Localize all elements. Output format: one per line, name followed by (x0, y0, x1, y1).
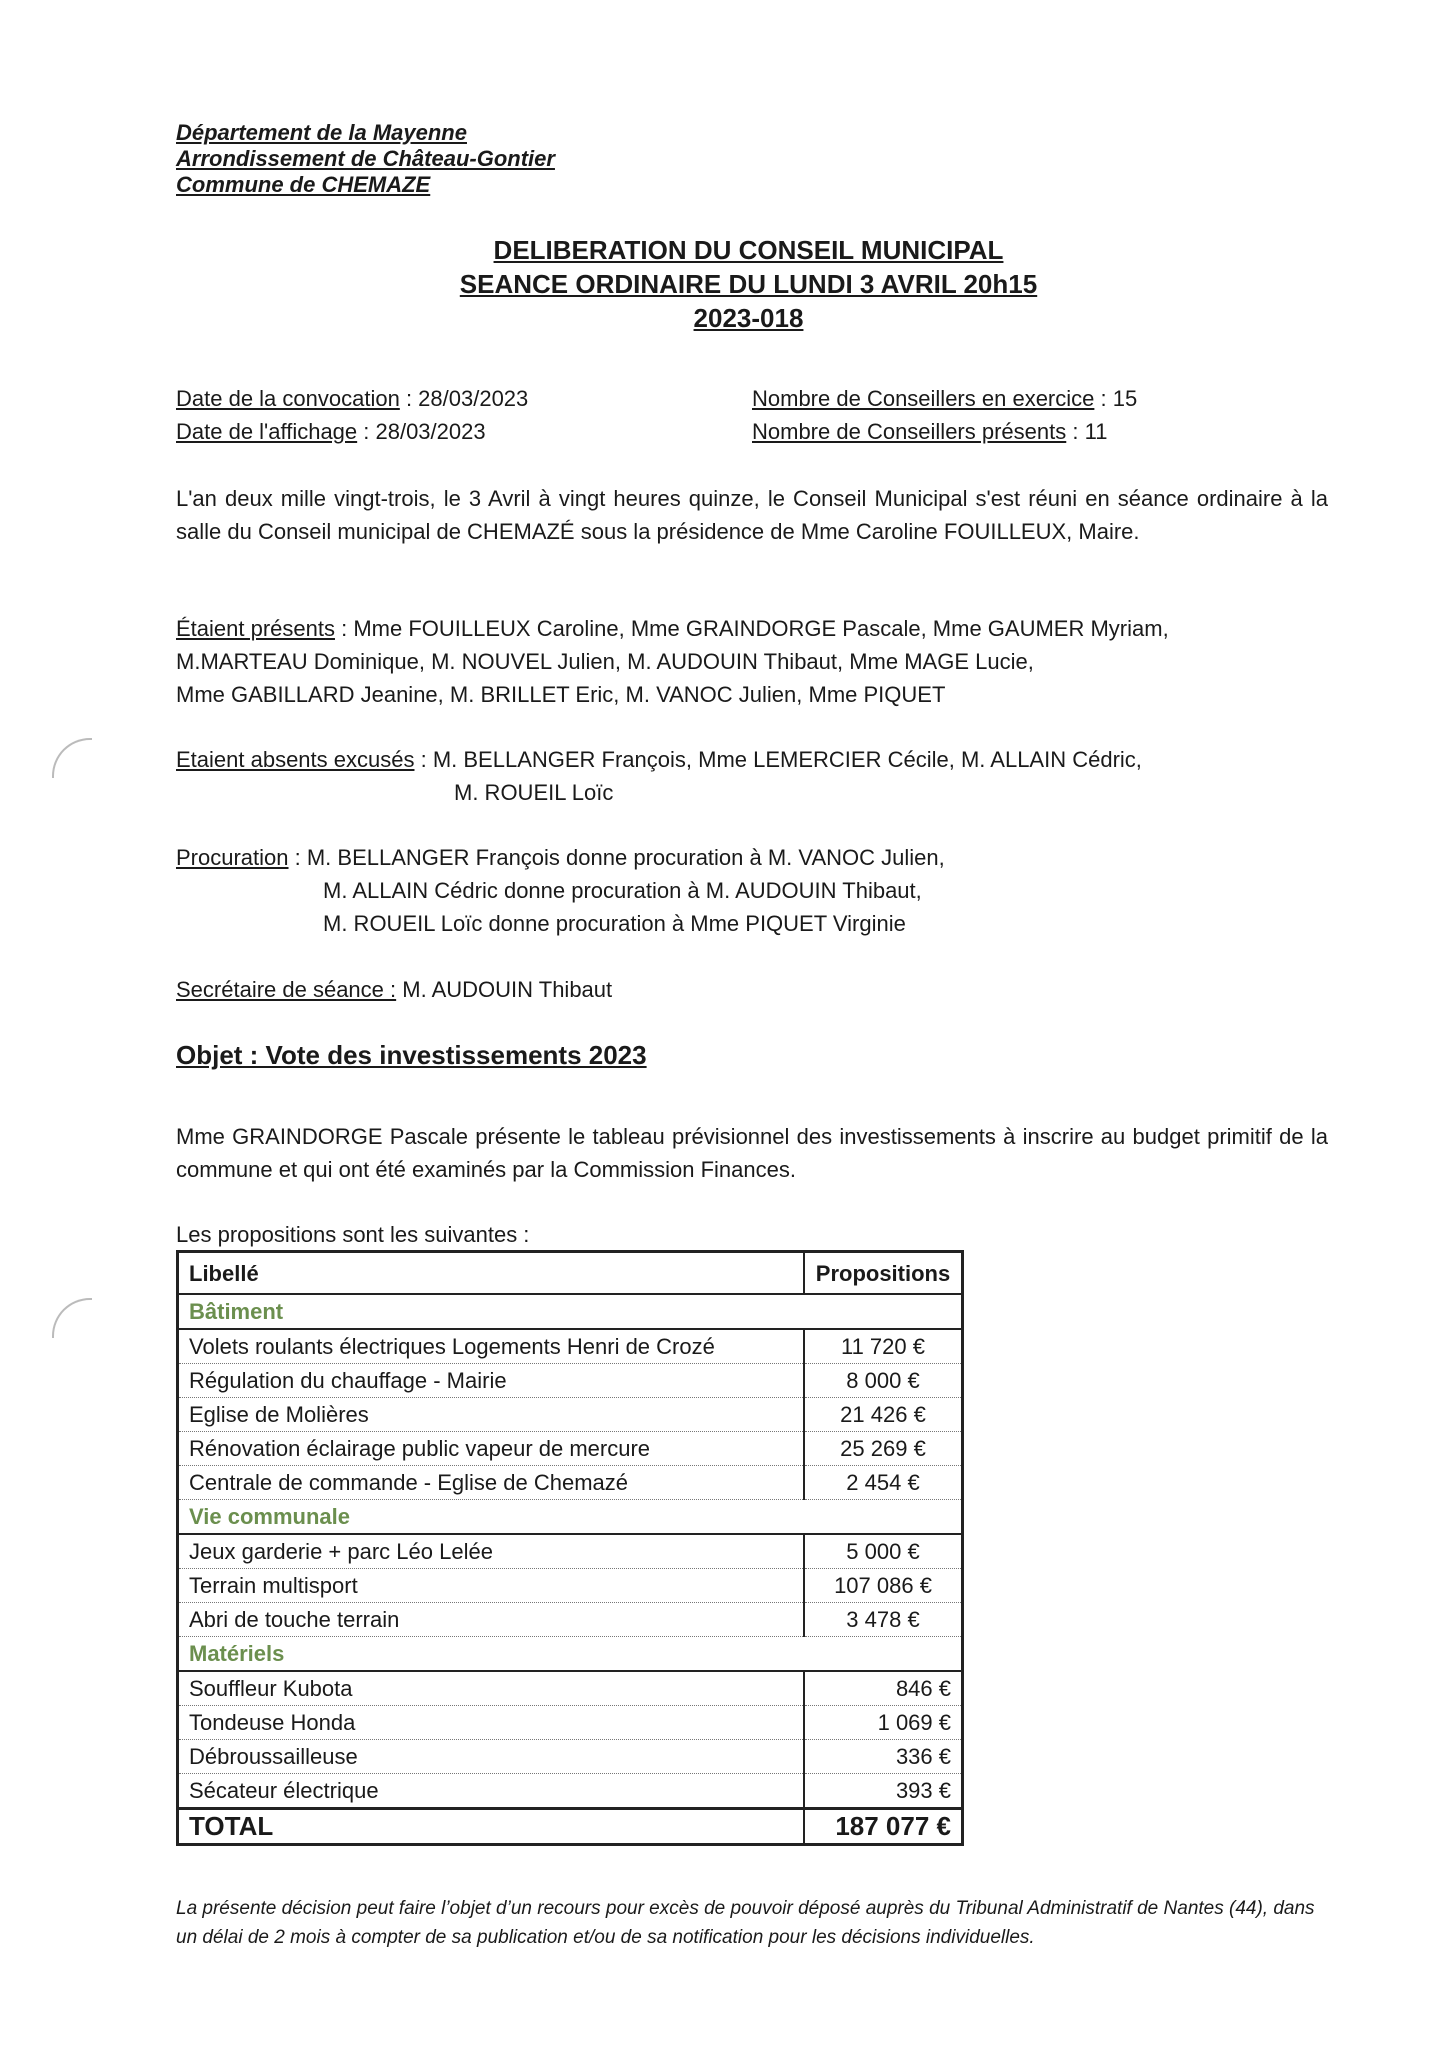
secretaire-label: Secrétaire de séance : (176, 977, 397, 1002)
table-row: Centrale de commande - Eglise de Chemazé 2 454 € (178, 1466, 963, 1500)
col-libelle-header: Libellé (178, 1252, 805, 1295)
presents-block: Étaient présents : Mme FOUILLEUX Caroline, Mme GRAINDORGE Pascale, Mme GAUMER Myriam, M.MARTEAU Dominique, M. NOUVEL Julien, M. AUDOUIN Thibaut, Mme MAGE Lucie, Mme GABILLARD Jeanine, M. BRILLET Eric, M. VANOC Julien, Mme PIQUET (176, 616, 1169, 707)
affichage-date: Date de l'affichage : 28/03/2023 (176, 419, 486, 444)
section-row-materiels: Matériels (178, 1637, 963, 1672)
table-row: Rénovation éclairage public vapeur de mercure 25 269 € (178, 1432, 963, 1466)
table-row: Régulation du chauffage - Mairie 8 000 € (178, 1364, 963, 1398)
table-row: Eglise de Molières 21 426 € (178, 1398, 963, 1432)
absents-block: Etaient absents excusés : M. BELLANGER François, Mme LEMERCIER Cécile, M. ALLAIN Cédric, M. ROUEIL Loïc (176, 747, 1142, 805)
counts-block (752, 382, 1137, 448)
title-number: 2023-018 (693, 303, 804, 333)
objet-title: Objet : Vote des investissements 2023 (176, 1040, 647, 1070)
investments-table (176, 1250, 964, 1846)
commune-line: Commune de CHEMAZE (176, 172, 431, 197)
total-label: TOTAL (178, 1809, 805, 1845)
table-row: Débroussailleuse 336 € (178, 1740, 963, 1774)
document-titles (0, 233, 1448, 335)
table-row: Sécateur électrique 393 € (178, 1774, 963, 1809)
presents-label: Étaient présents (176, 616, 335, 641)
table-row: Terrain multisport 107 086 € (178, 1569, 963, 1603)
body-paragraph: Mme GRAINDORGE Pascale présente le tableau prévisionnel des investissements à inscrire au budget primitif de la commune et qui ont été examinés par la Commission Finances. (176, 1124, 1328, 1182)
conseillers-presents: Nombre de Conseillers présents : 11 (752, 419, 1108, 444)
secretaire-block: Secrétaire de séance : M. AUDOUIN Thibaut (176, 977, 613, 1002)
conseillers-exercice: Nombre de Conseillers en exercice : 15 (752, 386, 1138, 411)
table-row: Jeux garderie + parc Léo Lelée 5 000 € (178, 1534, 963, 1569)
legal-footer: La présente décision peut faire l’objet d’un recours pour excès de pouvoir déposé auprès du Tribunal Administratif de Nantes (44), dans un délai de 2 mois à compter de sa publication et/ou de sa notification pour les décisions individuelles. (176, 1898, 1315, 1948)
propositions-intro: Les propositions sont les suivantes : (176, 1222, 530, 1247)
absents-label: Etaient absents excusés (176, 747, 415, 772)
title-seance: SEANCE ORDINAIRE DU LUNDI 3 AVRIL 20h15 (459, 269, 1038, 299)
total-value: 187 077 € (804, 1809, 963, 1845)
title-deliberation: DELIBERATION DU CONSEIL MUNICIPAL (493, 235, 1004, 265)
procuration-label: Procuration (176, 845, 289, 870)
col-propositions-header: Propositions (804, 1252, 963, 1295)
total-row (178, 1809, 963, 1845)
table-header-row (178, 1252, 963, 1295)
punch-hole-mark-bottom (52, 1298, 92, 1338)
intro-paragraph: L'an deux mille vingt-trois, le 3 Avril à vingt heures quinze, le Conseil Municipal s'est réuni en séance ordinaire à la salle du Conseil municipal de CHEMAZÉ sous la présidence de Mme Caroline FOUILLEUX, Maire. (176, 486, 1328, 544)
table-row: Volets roulants électriques Logements Henri de Crozé 11 720 € (178, 1329, 963, 1364)
department-line: Département de la Mayenne (176, 120, 467, 145)
procuration-block: Procuration : M. BELLANGER François donne procuration à M. VANOC Julien, M. ALLAIN Cédric donne procuration à M. AUDOUIN Thibaut, M. ROUEIL Loïc donne procuration à Mme PIQUET Virginie (176, 845, 945, 936)
dates-block (176, 382, 528, 448)
document-header (176, 120, 555, 198)
section-row-batiment: Bâtiment (178, 1294, 963, 1329)
arrondissement-line: Arrondissement de Château-Gontier (176, 146, 555, 171)
punch-hole-mark-top (52, 738, 92, 778)
table-row: Tondeuse Honda 1 069 € (178, 1706, 963, 1740)
table-row: Abri de touche terrain 3 478 € (178, 1603, 963, 1637)
table-row: Souffleur Kubota 846 € (178, 1671, 963, 1706)
convocation-date: Date de la convocation : 28/03/2023 (176, 386, 529, 411)
section-row-vie-communale: Vie communale (178, 1500, 963, 1535)
